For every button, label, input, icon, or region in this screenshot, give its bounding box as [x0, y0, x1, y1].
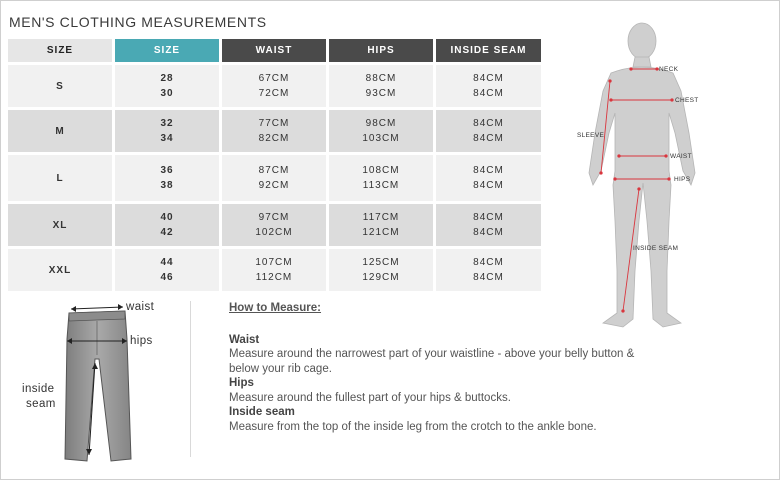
- hips-cell-value: 88CM: [365, 73, 397, 84]
- waist-cell-value: 112CM: [255, 272, 293, 283]
- size-label-cell: M: [8, 110, 112, 152]
- waist-cell-value: 82CM: [258, 133, 290, 144]
- size-number-cell-value: 38: [160, 180, 174, 191]
- waist-cell: [222, 249, 326, 291]
- hips-cell-value: 98CM: [365, 118, 397, 129]
- seam-instruction-title: Inside seam: [229, 406, 295, 418]
- size-number-cell: [115, 249, 219, 291]
- seam-instruction-text: Measure from the top of the inside leg from the crotch to the ankle bone.: [229, 420, 597, 433]
- inside-seam-cell-value: 84CM: [473, 212, 504, 223]
- figure-waist-label: WAIST: [670, 153, 692, 160]
- inside-seam-cell: [436, 155, 541, 201]
- header-size: SIZE: [8, 39, 112, 62]
- waist-instruction-text: Measure around the narrowest part of your waistline - above your belly button & below your rib cage.: [229, 348, 635, 375]
- size-number-cell-value: 36: [160, 165, 174, 176]
- waist-cell-value: 107CM: [255, 257, 293, 268]
- inside-seam-cell-value: 84CM: [473, 272, 504, 283]
- hips-cell: [329, 249, 433, 291]
- figure-hips-label: HIPS: [674, 176, 691, 183]
- pants-waist-label: waist: [126, 301, 155, 313]
- size-number-cell-value: 42: [160, 227, 174, 238]
- hips-cell-value: 125CM: [362, 257, 400, 268]
- table-row: [8, 65, 541, 107]
- pants-seam-label-2: seam: [26, 398, 56, 410]
- hips-cell-value: 108CM: [362, 165, 400, 176]
- size-number-cell-value: 34: [160, 133, 174, 144]
- waist-cell-value: 77CM: [258, 118, 290, 129]
- table-row: [8, 204, 541, 246]
- figure-neck-label: NECK: [659, 66, 679, 73]
- inside-seam-cell: [436, 204, 541, 246]
- table-row: [8, 249, 541, 291]
- size-number-cell-value: 44: [160, 257, 174, 268]
- waist-cell: [222, 65, 326, 107]
- inside-seam-cell: [436, 110, 541, 152]
- pants-seam-label-1: inside: [22, 383, 55, 395]
- waist-cell-value: 97CM: [258, 212, 290, 223]
- inside-seam-cell-value: 84CM: [473, 227, 504, 238]
- how-to-measure-heading: How to Measure:: [229, 302, 322, 314]
- waist-cell: [222, 155, 326, 201]
- size-label-cell: S: [8, 65, 112, 107]
- pants-shape: [65, 311, 131, 461]
- size-number-cell-value: 30: [160, 88, 174, 99]
- waist-instruction-title: Waist: [229, 333, 260, 346]
- figure-chest-label: CHEST: [675, 97, 699, 104]
- hips-cell-value: 103CM: [362, 133, 400, 144]
- header-inside-seam: INSIDE SEAM: [436, 39, 541, 62]
- figure-inside-seam-label: INSIDE SEAM: [633, 245, 679, 252]
- inside-seam-cell-value: 84CM: [473, 165, 504, 176]
- size-number-cell: [115, 204, 219, 246]
- size-number-cell-value: 40: [160, 212, 174, 223]
- hips-cell-value: 93CM: [365, 88, 397, 99]
- hips-cell: [329, 155, 433, 201]
- waist-cell-value: 87CM: [258, 165, 290, 176]
- inside-seam-cell-value: 84CM: [473, 133, 504, 144]
- size-label-cell: L: [8, 155, 112, 201]
- hips-cell-value: 129CM: [362, 272, 400, 283]
- waist-cell-value: 92CM: [258, 180, 290, 191]
- size-number-cell: [115, 110, 219, 152]
- waist-cell-value: 67CM: [258, 73, 290, 84]
- inside-seam-cell-value: 84CM: [473, 73, 504, 84]
- waist-cell: [222, 204, 326, 246]
- size-label-cell: XL: [8, 204, 112, 246]
- size-number-cell: [115, 65, 219, 107]
- size-label-cell: XXL: [8, 249, 112, 291]
- size-number-cell-value: 28: [160, 73, 174, 84]
- hips-cell-value: 121CM: [362, 227, 400, 238]
- page-title: MEN'S CLOTHING MEASUREMENTS: [9, 14, 267, 30]
- hips-cell: [329, 110, 433, 152]
- hips-cell: [329, 65, 433, 107]
- waist-measure-arrow: [71, 304, 123, 312]
- header-waist: WAIST: [222, 39, 326, 62]
- inside-seam-cell-value: 84CM: [473, 88, 504, 99]
- pants-hips-label: hips: [130, 335, 153, 347]
- inside-seam-cell: [436, 65, 541, 107]
- inside-seam-cell-value: 84CM: [473, 118, 504, 129]
- inside-seam-cell-value: 84CM: [473, 257, 504, 268]
- header-hips: HIPS: [329, 39, 433, 62]
- waist-cell-value: 72CM: [258, 88, 290, 99]
- hips-cell-value: 113CM: [362, 180, 400, 191]
- hips-cell: [329, 204, 433, 246]
- waist-cell-value: 102CM: [255, 227, 293, 238]
- table-header-row: [8, 39, 541, 62]
- section-divider: [190, 301, 191, 457]
- figure-sleeve-label: SLEEVE: [577, 132, 605, 139]
- header-size-number: SIZE: [115, 39, 219, 62]
- inside-seam-cell-value: 84CM: [473, 180, 504, 191]
- size-chart-table: [5, 36, 544, 294]
- hips-cell-value: 117CM: [362, 212, 400, 223]
- size-number-cell-value: 32: [160, 118, 174, 129]
- inside-seam-cell: [436, 249, 541, 291]
- waist-cell: [222, 110, 326, 152]
- size-number-cell: [115, 155, 219, 201]
- table-row: [8, 110, 541, 152]
- hips-instruction-text: Measure around the fullest part of your hips & buttocks.: [229, 391, 511, 404]
- table-row: [8, 155, 541, 201]
- size-number-cell-value: 46: [160, 272, 174, 283]
- hips-instruction-title: Hips: [229, 377, 254, 389]
